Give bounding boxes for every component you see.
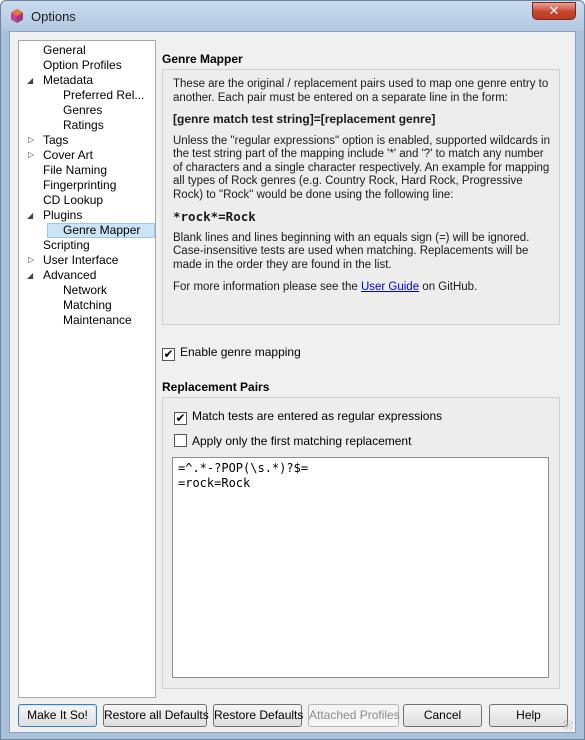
tree-item-cd-lookup[interactable]: CD Lookup (43, 193, 104, 207)
tree-item-ratings[interactable]: Ratings (63, 118, 104, 132)
tree-item-user-interface[interactable]: User Interface (43, 253, 119, 267)
tree-item-option-profiles[interactable]: Option Profiles (43, 58, 122, 72)
example-text: *rock*=Rock (173, 209, 256, 224)
tree-item-scripting[interactable]: Scripting (43, 238, 90, 252)
tree-item-genres[interactable]: Genres (63, 103, 103, 117)
tree-item-tags[interactable]: Tags (43, 133, 69, 147)
collapse-arrow-icon[interactable]: ▷ (28, 255, 35, 264)
more-info-suffix: on GitHub. (419, 281, 478, 293)
expand-arrow-icon[interactable]: ◢ (27, 76, 34, 85)
tree-item-matching[interactable]: Matching (63, 298, 112, 312)
tree-item-maintenance[interactable]: Maintenance (63, 313, 132, 327)
first-match-only-label: Apply only the first matching replacement (192, 434, 412, 448)
collapse-arrow-icon[interactable]: ▷ (28, 150, 35, 159)
first-match-only-checkbox[interactable] (174, 434, 411, 450)
restore-all-defaults-button[interactable]: Restore all Defaults (103, 704, 207, 727)
intro-text: These are the original / replacement pairs used to map one genre entry to another. Each pair must be entered on a separate line in the form: (173, 78, 549, 104)
restore-defaults-button[interactable]: Restore Defaults (213, 704, 302, 727)
expand-arrow-icon[interactable]: ◢ (27, 211, 34, 220)
regex-checkbox[interactable] (174, 409, 442, 425)
replacement-pairs-editor[interactable]: =^.*-?POP(\s.*)?$= =rock=Rock (172, 457, 549, 678)
replacement-pairs-title: Replacement Pairs (162, 380, 270, 394)
make-it-so-button[interactable]: Make It So! (18, 704, 97, 727)
tree-item-genre-mapper[interactable]: Genre Mapper (47, 223, 155, 238)
help-button[interactable]: Help (489, 704, 568, 727)
tree-item-cover-art[interactable]: Cover Art (43, 148, 94, 162)
more-info-prefix: For more information please see the (173, 281, 361, 293)
window-title: Options (31, 9, 76, 24)
wildcards-text: Unless the "regular expressions" option is enabled, supported wildcards in the test string part of the mapping include '*' and '?' to match any number of characters and a single character respectively. An example for mapping all types of Rock genres (e.g. Country Rock, Hard Rock, Progressive Rock) to "Rock" would be done using the following line: (173, 134, 551, 201)
enable-genre-mapping-checkbox[interactable] (162, 345, 301, 361)
tree-item-network[interactable]: Network (63, 283, 108, 297)
tree-item-plugins[interactable]: Plugins (43, 208, 83, 222)
tree-item-fingerprinting[interactable]: Fingerprinting (43, 178, 117, 192)
tree-item-advanced[interactable]: Advanced (43, 268, 97, 282)
tree-item-metadata[interactable]: Metadata (43, 73, 94, 87)
more-info-text (173, 281, 553, 295)
title-bar[interactable] (1, 1, 584, 31)
replacement-pairs-box (162, 397, 560, 689)
checkmark-icon[interactable]: ✔ (163, 347, 174, 361)
blank-lines-text: Blank lines and lines beginning with an equals sign (=) will be ignored. Case-insensitive tests are used when matching. Replacements will be made in the order they are found in the list. (173, 231, 530, 271)
dialog-body (9, 31, 576, 733)
cancel-button[interactable]: Cancel (403, 704, 482, 727)
description-box (162, 69, 560, 325)
close-icon: ✕ (548, 3, 560, 18)
enable-genre-mapping-label: Enable genre mapping (180, 345, 301, 359)
close-button[interactable] (532, 2, 576, 20)
collapse-arrow-icon[interactable]: ▷ (28, 135, 35, 144)
unchecked-box-icon[interactable] (174, 434, 187, 447)
tree-item-general[interactable]: General (43, 43, 86, 57)
tree-item-preferred-releases[interactable]: Preferred Rel... (63, 88, 145, 102)
genre-mapper-page (160, 32, 575, 702)
tree-item-file-naming[interactable]: File Naming (43, 163, 108, 177)
picard-app-icon (9, 8, 25, 24)
checkmark-icon[interactable]: ✔ (175, 411, 186, 425)
user-guide-link[interactable]: User Guide (360, 281, 420, 293)
options-tree[interactable] (18, 40, 156, 698)
description-text (173, 78, 553, 295)
regex-label: Match tests are entered as regular expressions (192, 409, 443, 423)
attached-profiles-button[interactable]: Attached Profiles (308, 704, 399, 727)
format-text: [genre match test string]=[replacement genre] (173, 112, 436, 126)
resize-grip-icon[interactable] (563, 720, 573, 730)
expand-arrow-icon[interactable]: ◢ (27, 271, 34, 280)
genre-mapper-title: Genre Mapper (162, 52, 243, 66)
